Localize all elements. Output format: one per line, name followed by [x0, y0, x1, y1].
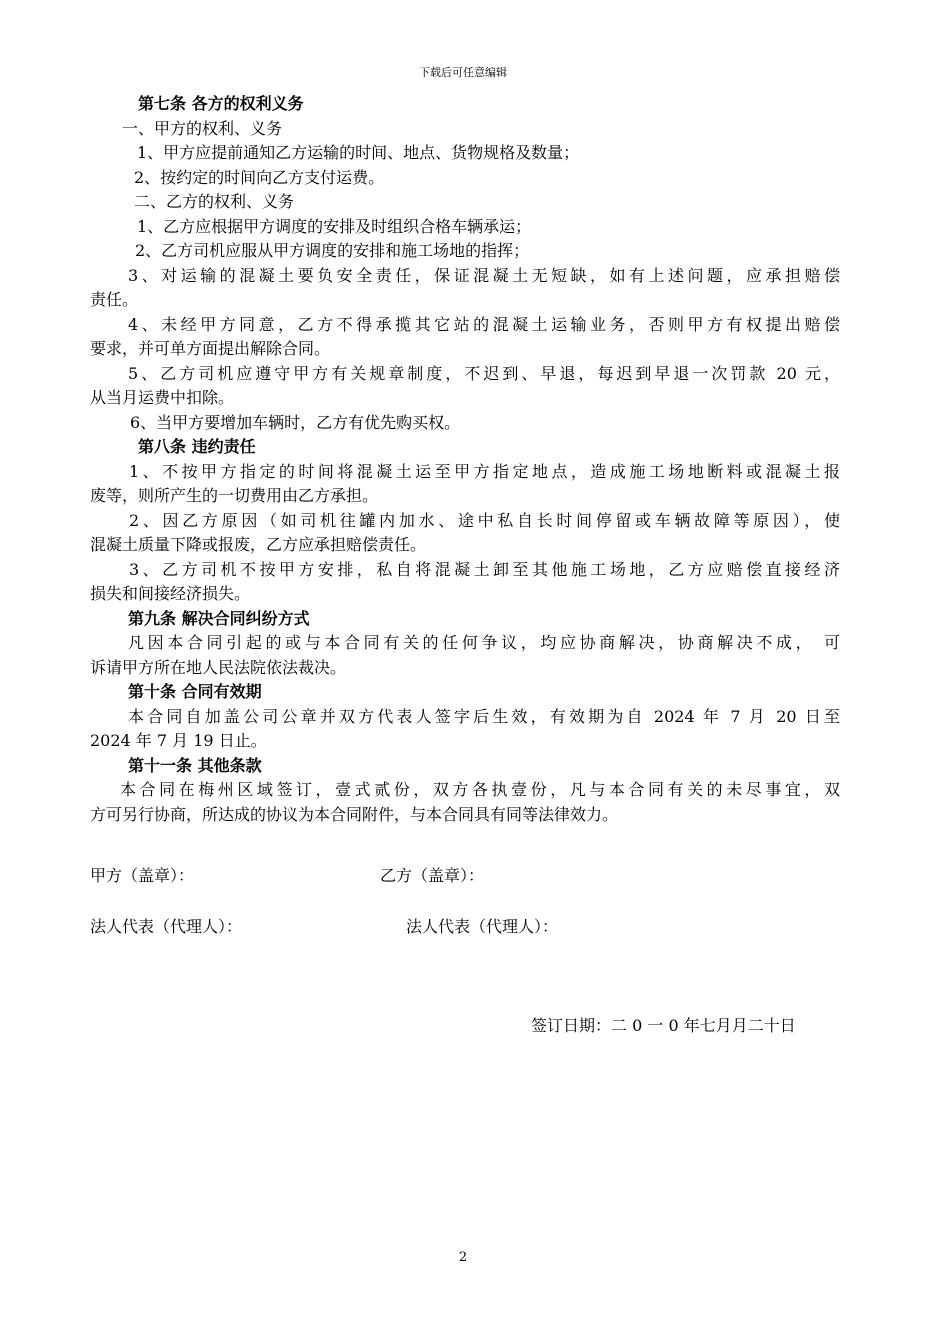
article7-item5-line1: 5、乙方司机应遵守甲方有关规章制度，不迟到、早退，每迟到早退一次罚款 20 元， [128, 363, 840, 383]
article7-item3-line2: 责任。 [90, 290, 139, 309]
article7-item6: 6、当甲方要增加车辆时，乙方有优先购买权。 [130, 412, 461, 432]
party-b-representative-label: 法人代表（代理人）： [406, 917, 559, 936]
article8-title: 第八条 违约责任 [138, 437, 256, 456]
party-b-seal-label: 乙方（盖章）： [380, 866, 485, 885]
article8-item2-line1: 2、因乙方原因（如司机往罐内加水、途中私自长时间停留或车辆故障等原因），使 [129, 510, 840, 530]
article10-title: 第十条 合同有效期 [128, 682, 262, 701]
article8-item1-line2: 废等，则所产生的一切费用由乙方承担。 [90, 486, 379, 505]
article10-text-line1: 本合同自加盖公司公章并双方代表人签字后生效，有效期为自 2024 年 7 月 20 日至 [128, 706, 840, 726]
signing-date: 签订日期：二 0 一 0 年七月月二十日 [531, 1016, 796, 1035]
article7-section1-item2: 2、按约定的时间向乙方支付运费。 [134, 167, 385, 187]
article7-section2-title: 二、乙方的权利、义务 [134, 192, 295, 211]
article7-section2-item1: 1、乙方应根据甲方调度的安排及时组织合格车辆承运； [137, 216, 532, 236]
article9-text-line2: 诉请甲方所在地人民法院依法裁决。 [90, 657, 347, 677]
article7-item4-line2: 要求，并可单方面提出解除合同。 [90, 339, 331, 358]
article8-item2-line2: 混凝土质量下降或报废，乙方应承担赔偿责任。 [90, 535, 427, 554]
article7-item4-line1: 4、未经甲方同意，乙方不得承揽其它站的混凝土运输业务，否则甲方有权提出赔偿 [128, 314, 840, 334]
article8-item3-line1: 3、乙方司机不按甲方安排，私自将混凝土卸至其他施工场地，乙方应赔偿直接经济 [129, 559, 840, 579]
article11-text-line2: 方可另行协商，所达成的协议为本合同附件，与本合同具有同等法律效力。 [90, 804, 619, 824]
article7-title: 第七条 各方的权利义务 [138, 94, 304, 113]
article11-text-line1: 本合同在梅州区域签订，壹式贰份，双方各执壹份，凡与本合同有关的未尽事宜，双 [120, 780, 840, 799]
contract-body [90, 92, 840, 827]
article8-item3-line2: 损失和间接经济损失。 [90, 584, 251, 603]
article7-item5-line2: 从当月运费中扣除。 [90, 388, 235, 407]
article9-text-line1: 凡因本合同引起的或与本合同有关的任何争议，均应协商解决，协商解决不成， 可 [128, 633, 840, 652]
party-a-representative-label: 法人代表（代理人）： [90, 917, 243, 936]
article7-item3-line1: 3、对运输的混凝土要负安全责任，保证混凝土无短缺，如有上述问题，应承担赔偿 [128, 265, 840, 285]
article7-section1-title: 一、甲方的权利、义务 [122, 118, 283, 138]
article11-title: 第十一条 其他条款 [128, 755, 262, 775]
party-a-seal-label: 甲方（盖章）： [90, 866, 195, 885]
article9-title: 第九条 解决合同纠纷方式 [128, 608, 310, 628]
article7-section1-item1: 1、甲方应提前通知乙方运输的时间、地点、货物规格及数量； [137, 143, 580, 162]
article7-section2-item2: 2、乙方司机应服从甲方调度的安排和施工场地的指挥； [135, 241, 530, 260]
page-number: 2 [458, 1250, 468, 1265]
header-note: 下载后可任意编辑 [419, 66, 507, 79]
article10-text-line2: 2024 年 7 月 19 日止。 [90, 731, 267, 750]
article8-item1-line1: 1、不按甲方指定的时间将混凝土运至甲方指定地点，造成施工场地断料或混凝土报 [129, 461, 840, 481]
